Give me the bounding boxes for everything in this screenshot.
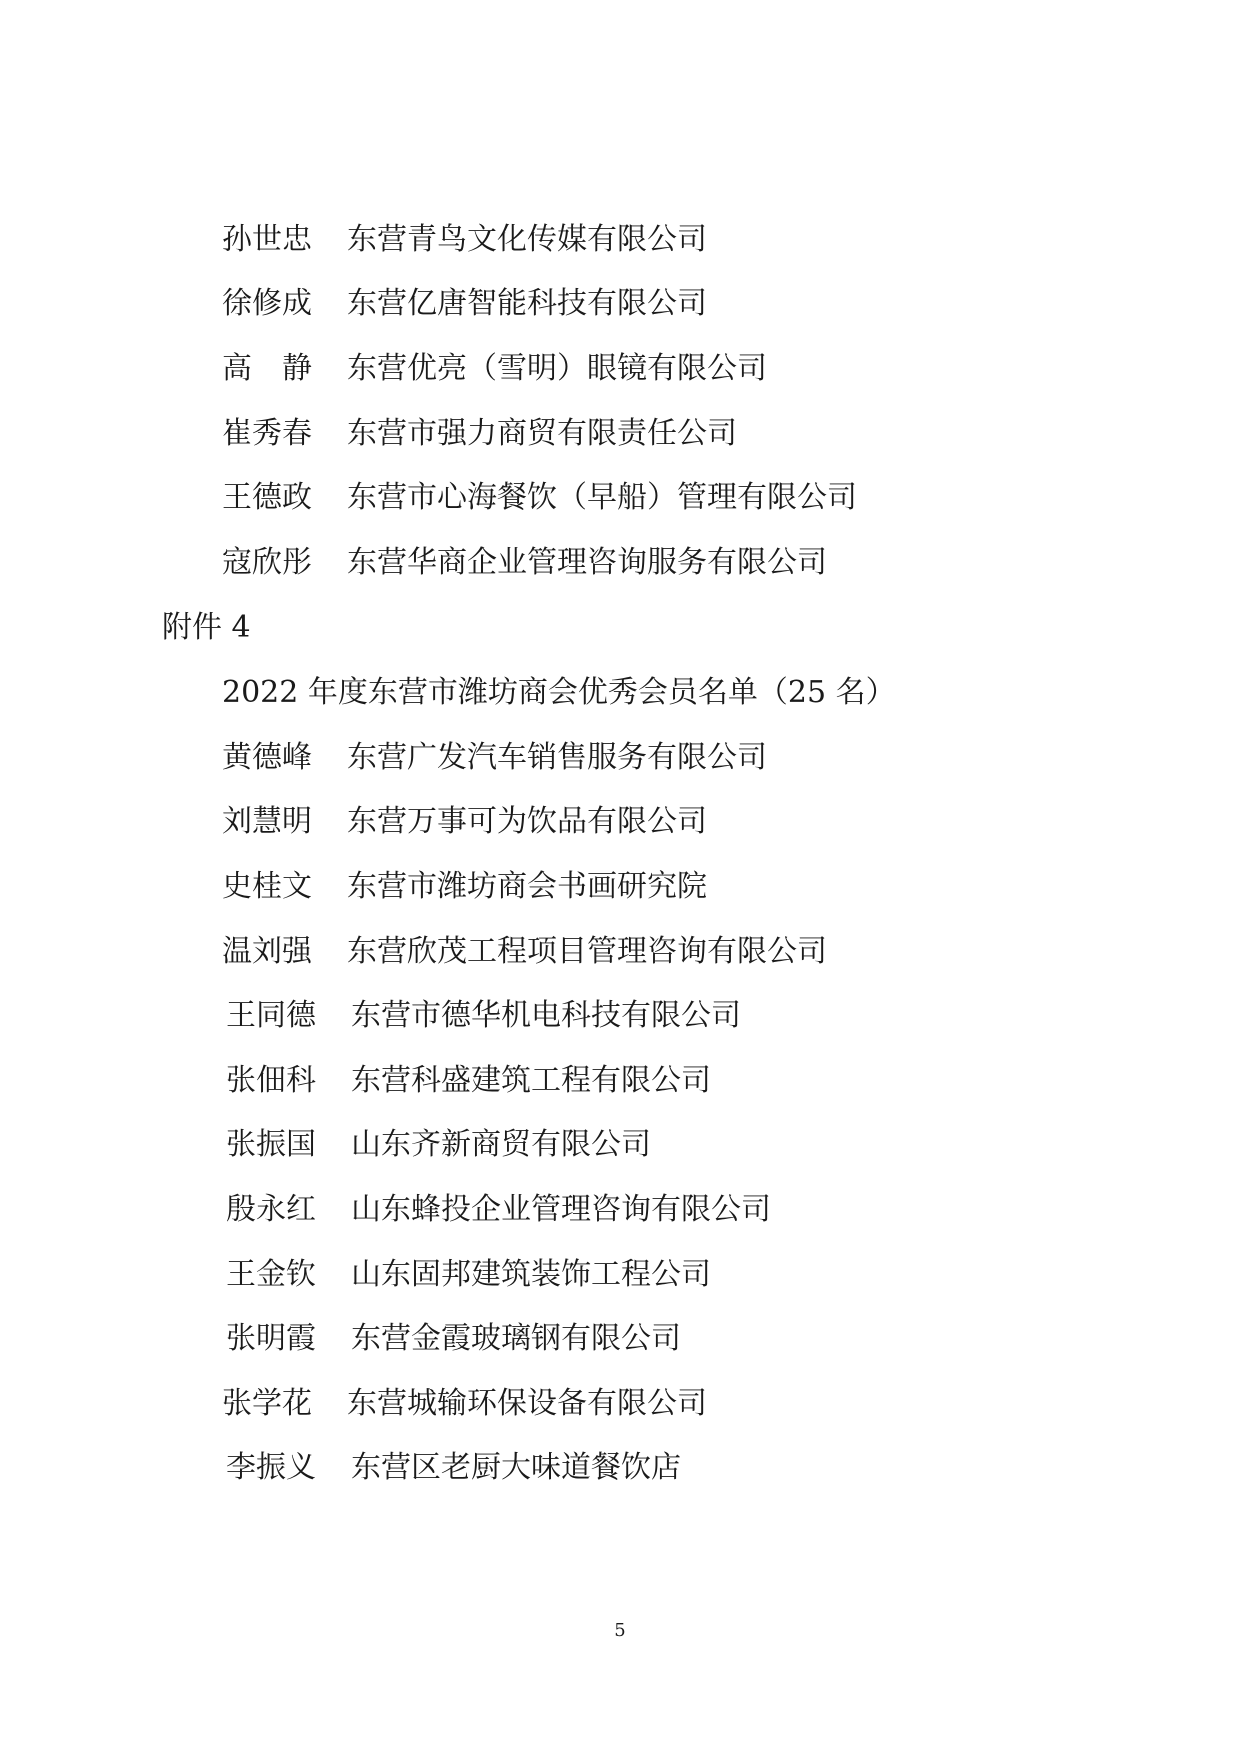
member-name: 徐修成 bbox=[222, 286, 312, 321]
member-company: 东营亿唐智能科技有限公司 bbox=[347, 286, 707, 321]
member-company: 东营欣茂工程项目管理咨询有限公司 bbox=[347, 934, 827, 969]
member-name: 张振国 bbox=[226, 1127, 316, 1162]
attachment-heading: 附件 4 bbox=[162, 610, 251, 645]
member-company: 东营优亮（雪明）眼镜有限公司 bbox=[347, 351, 767, 386]
member-company: 东营市德华机电科技有限公司 bbox=[351, 998, 741, 1033]
member-company: 东营城输环保设备有限公司 bbox=[347, 1386, 707, 1421]
member-company: 东营青鸟文化传媒有限公司 bbox=[347, 222, 707, 257]
member-name: 王同德 bbox=[226, 998, 316, 1033]
member-name: 温刘强 bbox=[222, 934, 312, 969]
member-name: 王金钦 bbox=[226, 1257, 316, 1292]
member-name: 张学花 bbox=[222, 1386, 312, 1421]
member-company: 东营金霞玻璃钢有限公司 bbox=[351, 1321, 681, 1356]
member-company: 山东固邦建筑装饰工程公司 bbox=[351, 1257, 711, 1292]
member-name: 寇欣彤 bbox=[222, 545, 312, 580]
member-name: 殷永红 bbox=[226, 1192, 316, 1227]
member-name: 孙世忠 bbox=[222, 222, 312, 257]
member-company: 山东齐新商贸有限公司 bbox=[351, 1127, 651, 1162]
member-name: 高 静 bbox=[222, 351, 312, 386]
member-company: 东营市潍坊商会书画研究院 bbox=[347, 869, 707, 904]
member-name: 张明霞 bbox=[226, 1321, 316, 1356]
member-company: 东营区老厨大味道餐饮店 bbox=[351, 1450, 681, 1485]
member-name: 李振义 bbox=[226, 1450, 316, 1485]
member-company: 东营万事可为饮品有限公司 bbox=[347, 804, 707, 839]
page-number: 5 bbox=[614, 1620, 626, 1641]
member-company: 山东蜂投企业管理咨询有限公司 bbox=[351, 1192, 771, 1227]
member-company: 东营广发汽车销售服务有限公司 bbox=[347, 740, 767, 775]
member-name: 黄德峰 bbox=[222, 740, 312, 775]
member-name: 张佃科 bbox=[226, 1063, 316, 1098]
member-name: 崔秀春 bbox=[222, 416, 312, 451]
member-name: 王德政 bbox=[222, 480, 312, 515]
attachment-subtitle: 2022 年度东营市潍坊商会优秀会员名单（25 名） bbox=[222, 675, 896, 710]
member-name: 史桂文 bbox=[222, 869, 312, 904]
member-company: 东营市强力商贸有限责任公司 bbox=[347, 416, 737, 451]
member-company: 东营科盛建筑工程有限公司 bbox=[351, 1063, 711, 1098]
member-name: 刘慧明 bbox=[222, 804, 312, 839]
member-company: 东营华商企业管理咨询服务有限公司 bbox=[347, 545, 827, 580]
member-company: 东营市心海餐饮（早船）管理有限公司 bbox=[347, 480, 857, 515]
